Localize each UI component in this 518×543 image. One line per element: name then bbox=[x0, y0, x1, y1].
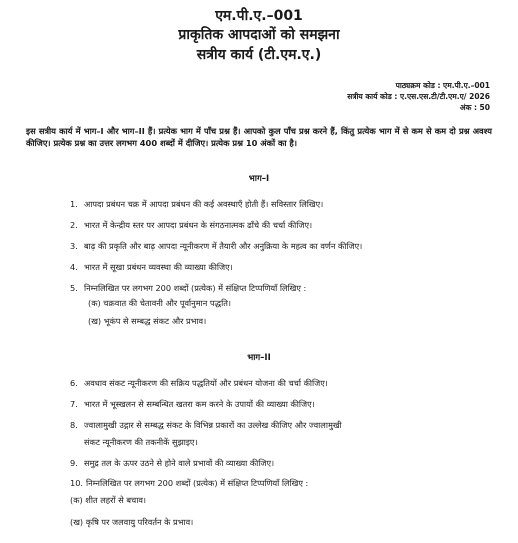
sub-question: (क) चक्रवात की चेतावनी और पूर्वानुमान पद्धति। bbox=[88, 298, 231, 308]
question-number: 5. bbox=[70, 283, 78, 293]
marks: अंक : 50 bbox=[459, 103, 490, 112]
part-1-heading: भाग–I bbox=[248, 174, 270, 184]
question-text: भारत में सूखा प्रबंधन व्यवस्था की व्याख्या कीजिए। bbox=[84, 262, 233, 272]
question-number: 3. bbox=[70, 241, 78, 251]
question-number: 9. bbox=[70, 458, 78, 468]
question-text: भारत में भूस्खलन से सम्बन्धित खतरा कम करने के उपायों की व्याख्या कीजिए। bbox=[84, 399, 315, 409]
question-number: 6. bbox=[70, 378, 78, 388]
part-2-heading: भाग–II bbox=[247, 353, 271, 363]
assignment-title: सत्रीय कार्य (टी.एम.ए.) bbox=[196, 47, 322, 63]
question-text: बाढ़ की प्रकृति और बाढ़ आपदा न्यूनीकरण में तैयारी और अनुक्रिया के महत्व का वर्णन कीजिए। bbox=[84, 241, 363, 251]
question-text: समुद्र तल के ऊपर उठने से होने वाले प्रभावों की व्याख्या कीजिए। bbox=[84, 458, 275, 468]
document-code: एम.पी.ए.–001 bbox=[215, 8, 303, 24]
question-number: 7. bbox=[70, 399, 78, 409]
question-text: आपदा प्रबंधन चक्र में आपदा प्रबंधन की कई अवस्थाएँ होती हैं। सविस्तार लिखिए। bbox=[84, 199, 324, 209]
question-text: अवधाव संकट न्यूनीकरण की सक्रिय पद्धतियों और प्रबंधन योजना की चर्चा कीजिए। bbox=[84, 378, 328, 388]
course-title: प्राकृतिक आपदाओं को समझना bbox=[178, 27, 340, 43]
question-number: 10. bbox=[70, 478, 84, 488]
sub-question: (ख) भूकंप से सम्बद्ध संकट और प्रभाव। bbox=[88, 316, 207, 326]
instructions: इस सत्रीय कार्य में भाग–I और भाग–II हैं। प्रत्येक भाग में पाँच प्रश्न हैं। आपको कुल पाँच प्रश्न करने हैं, किंतु प्रत्येक भाग में से कम से कम दो प्रश्न अवश्य कीजिए। प्रत्येक प्रश्न का उत्तर लगभग 400 शब्दों में दीजिए। प्रत्येक प्रश्न 10 अंकों का है। bbox=[26, 126, 492, 148]
assignment-code: सत्रीय कार्य कोड : ए.एस.एस.टी/टी.एम.ए/ 2026 bbox=[347, 92, 490, 101]
question-text: भारत में केन्द्रीय स्तर पर आपदा प्रबंधन के संगठनात्मक ढाँचे की चर्चा कीजिए। bbox=[84, 220, 313, 230]
question-text: निम्नलिखित पर लगभग 200 शब्दों (प्रत्येक) में संक्षिप्त टिप्पणियाँ लिखिए : bbox=[84, 283, 307, 293]
question-number: 8. bbox=[70, 420, 78, 430]
question-number: 4. bbox=[70, 262, 78, 272]
sub-question: (क) शीत लहरों से बचाव। bbox=[70, 495, 146, 505]
question-text: ज्वालामुखी उद्गार से सम्बद्ध संकट के विभिन्न प्रकारों का उल्लेख कीजिए और ज्वालामुखी bbox=[84, 420, 342, 430]
course-code: पाठ्यक्रम कोड : एम.पी.ए.–001 bbox=[395, 81, 490, 90]
question-text: निम्नलिखित पर लगभग 200 शब्दों (प्रत्येक) में संक्षिप्त टिप्पणियाँ लिखिए : bbox=[86, 478, 309, 488]
sub-question: (ख) कृषि पर जलवायु परिवर्तन के प्रभाव। bbox=[70, 517, 194, 527]
question-number: 1. bbox=[70, 199, 78, 209]
question-text: संकट न्यूनीकरण की तकनीकें सुझाइए। bbox=[84, 437, 198, 447]
question-number: 2. bbox=[70, 220, 78, 230]
